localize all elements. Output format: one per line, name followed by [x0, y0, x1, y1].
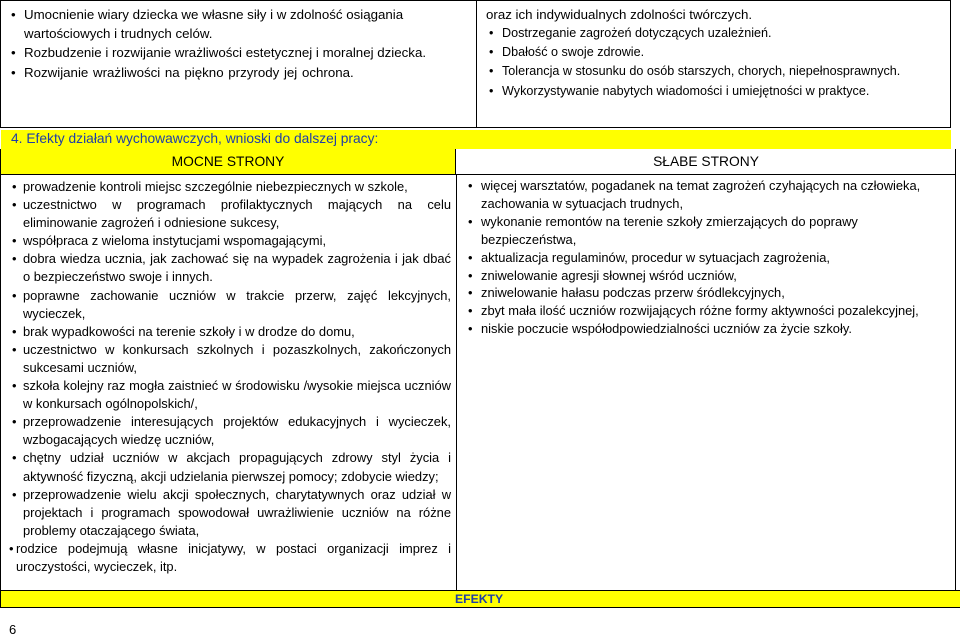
list-item: • przeprowadzenie interesujących projektów edukacyjnych i wycieczek, wzbogacających wiedzę uczniów,: [9, 413, 451, 449]
list-item: • Rozwijanie wrażliwości na piękno przyrody jej ochrona.: [8, 63, 470, 82]
list-item: • Dostrzeganie zagrożeń dotyczących uzależnień.: [486, 24, 946, 43]
list-item: • zniwelowanie hałasu podczas przerw śródlekcyjnych,: [465, 284, 950, 302]
top-left-cell: [0, 0, 476, 128]
effects-heading: EFEKTY: [455, 592, 504, 606]
list-item: • Umocnienie wiary dziecka we własne siły i w zdolność osiągania wartościowych i trudnych celów.: [8, 5, 470, 43]
list-item: • współpraca z wieloma instytucjami wspomagającymi,: [9, 232, 451, 250]
list-item: • Rozbudzenie i rozwijanie wrażliwości estetycznej i moralnej dziecka.: [8, 43, 470, 62]
list-item: • szkoła kolejny raz mogła zaistnieć w środowisku /wysokie miejsca uczniów w konkursach ogólnopolskich/,: [9, 377, 451, 413]
list-item: • Tolerancja w stosunku do osób starszych, chorych, niepełnosprawnych.: [486, 62, 946, 81]
list-item: • Dbałość o swoje zdrowie.: [486, 43, 946, 62]
table-right-border: [955, 149, 956, 607]
list-item: • uczestnictwo w programach profilaktycznych mających na celu eliminowanie zagrożeń i odniesione sukcesy,: [9, 196, 451, 232]
list-item: • brak wypadkowości na terenie szkoły i w drodze do domu,: [9, 323, 451, 341]
list-item: • Wykorzystywanie nabytych wiadomości i umiejętności w praktyce.: [486, 82, 946, 101]
list-item: • rodzice podejmują własne inicjatywy, w postaci organizacji imprez i uroczystości, wycieczek, itp.: [9, 540, 451, 576]
top-right-cell: [476, 0, 951, 128]
section-heading: 4. Efekty działań wychowawczych, wnioski do dalszej pracy:: [11, 131, 379, 146]
column-divider: [456, 174, 457, 607]
list-item: • zniwelowanie agresji słownej wśród uczniów,: [465, 267, 950, 285]
weak-points-heading: SŁABE STRONY: [653, 154, 759, 169]
list-item: • poprawne zachowanie uczniów w trakcie przerw, zajęć lekcyjnych, wycieczek,: [9, 287, 451, 323]
list-item: • niskie poczucie współodpowiedzialności uczniów za życie szkoły.: [465, 320, 950, 338]
strong-points-heading: MOCNE STRONY: [171, 154, 285, 169]
list-item: • uczestnictwo w konkursach szkolnych i pozaszkolnych, zakończonych sukcesami uczniów,: [9, 341, 451, 377]
list-item: • więcej warsztatów, pogadanek na temat zagrożeń czyhających na człowieka, zachowania w sytuacjach trudnych,: [465, 177, 950, 213]
goals-list-left: [8, 5, 470, 82]
list-item: • zbyt mała ilość uczniów rozwijających różne formy aktywności pozalekcyjnej,: [465, 302, 950, 320]
weak-points-list: [465, 177, 950, 338]
section-heading-bar: [1, 130, 951, 149]
goals-list-right: [486, 24, 946, 101]
list-item: • dobra wiedza ucznia, jak zachować się na wypadek zagrożenia i jak dbać o bezpieczeństwo swoje i innych.: [9, 250, 451, 286]
page-number: 6: [9, 622, 17, 637]
list-item: • chętny udział uczniów w akcjach propagujących zdrowy styl życia i aktywność fizyczną, akcji udzielania pierwszej pomocy; zdobycie wiedzy;: [9, 449, 451, 485]
list-item: • prowadzenie kontroli miejsc szczególnie niebezpiecznych w szkole,: [9, 178, 451, 196]
list-item: • wykonanie remontów na terenie szkoły zmierzających do poprawy bezpieczeństwa,: [465, 213, 950, 249]
list-item: • aktualizacja regulaminów, procedur w sytuacjach zagrożenia,: [465, 249, 950, 267]
bottom-border: [0, 607, 960, 608]
list-item: • przeprowadzenie wielu akcji społecznych, charytatywnych oraz udział w projektach i programach spowodował uwrażliwienie uczniów na różne problemy otaczającego świata,: [9, 486, 451, 540]
strong-points-list: [9, 178, 451, 576]
continuation-text: oraz ich indywidualnych zdolności twórczych.: [486, 7, 753, 22]
